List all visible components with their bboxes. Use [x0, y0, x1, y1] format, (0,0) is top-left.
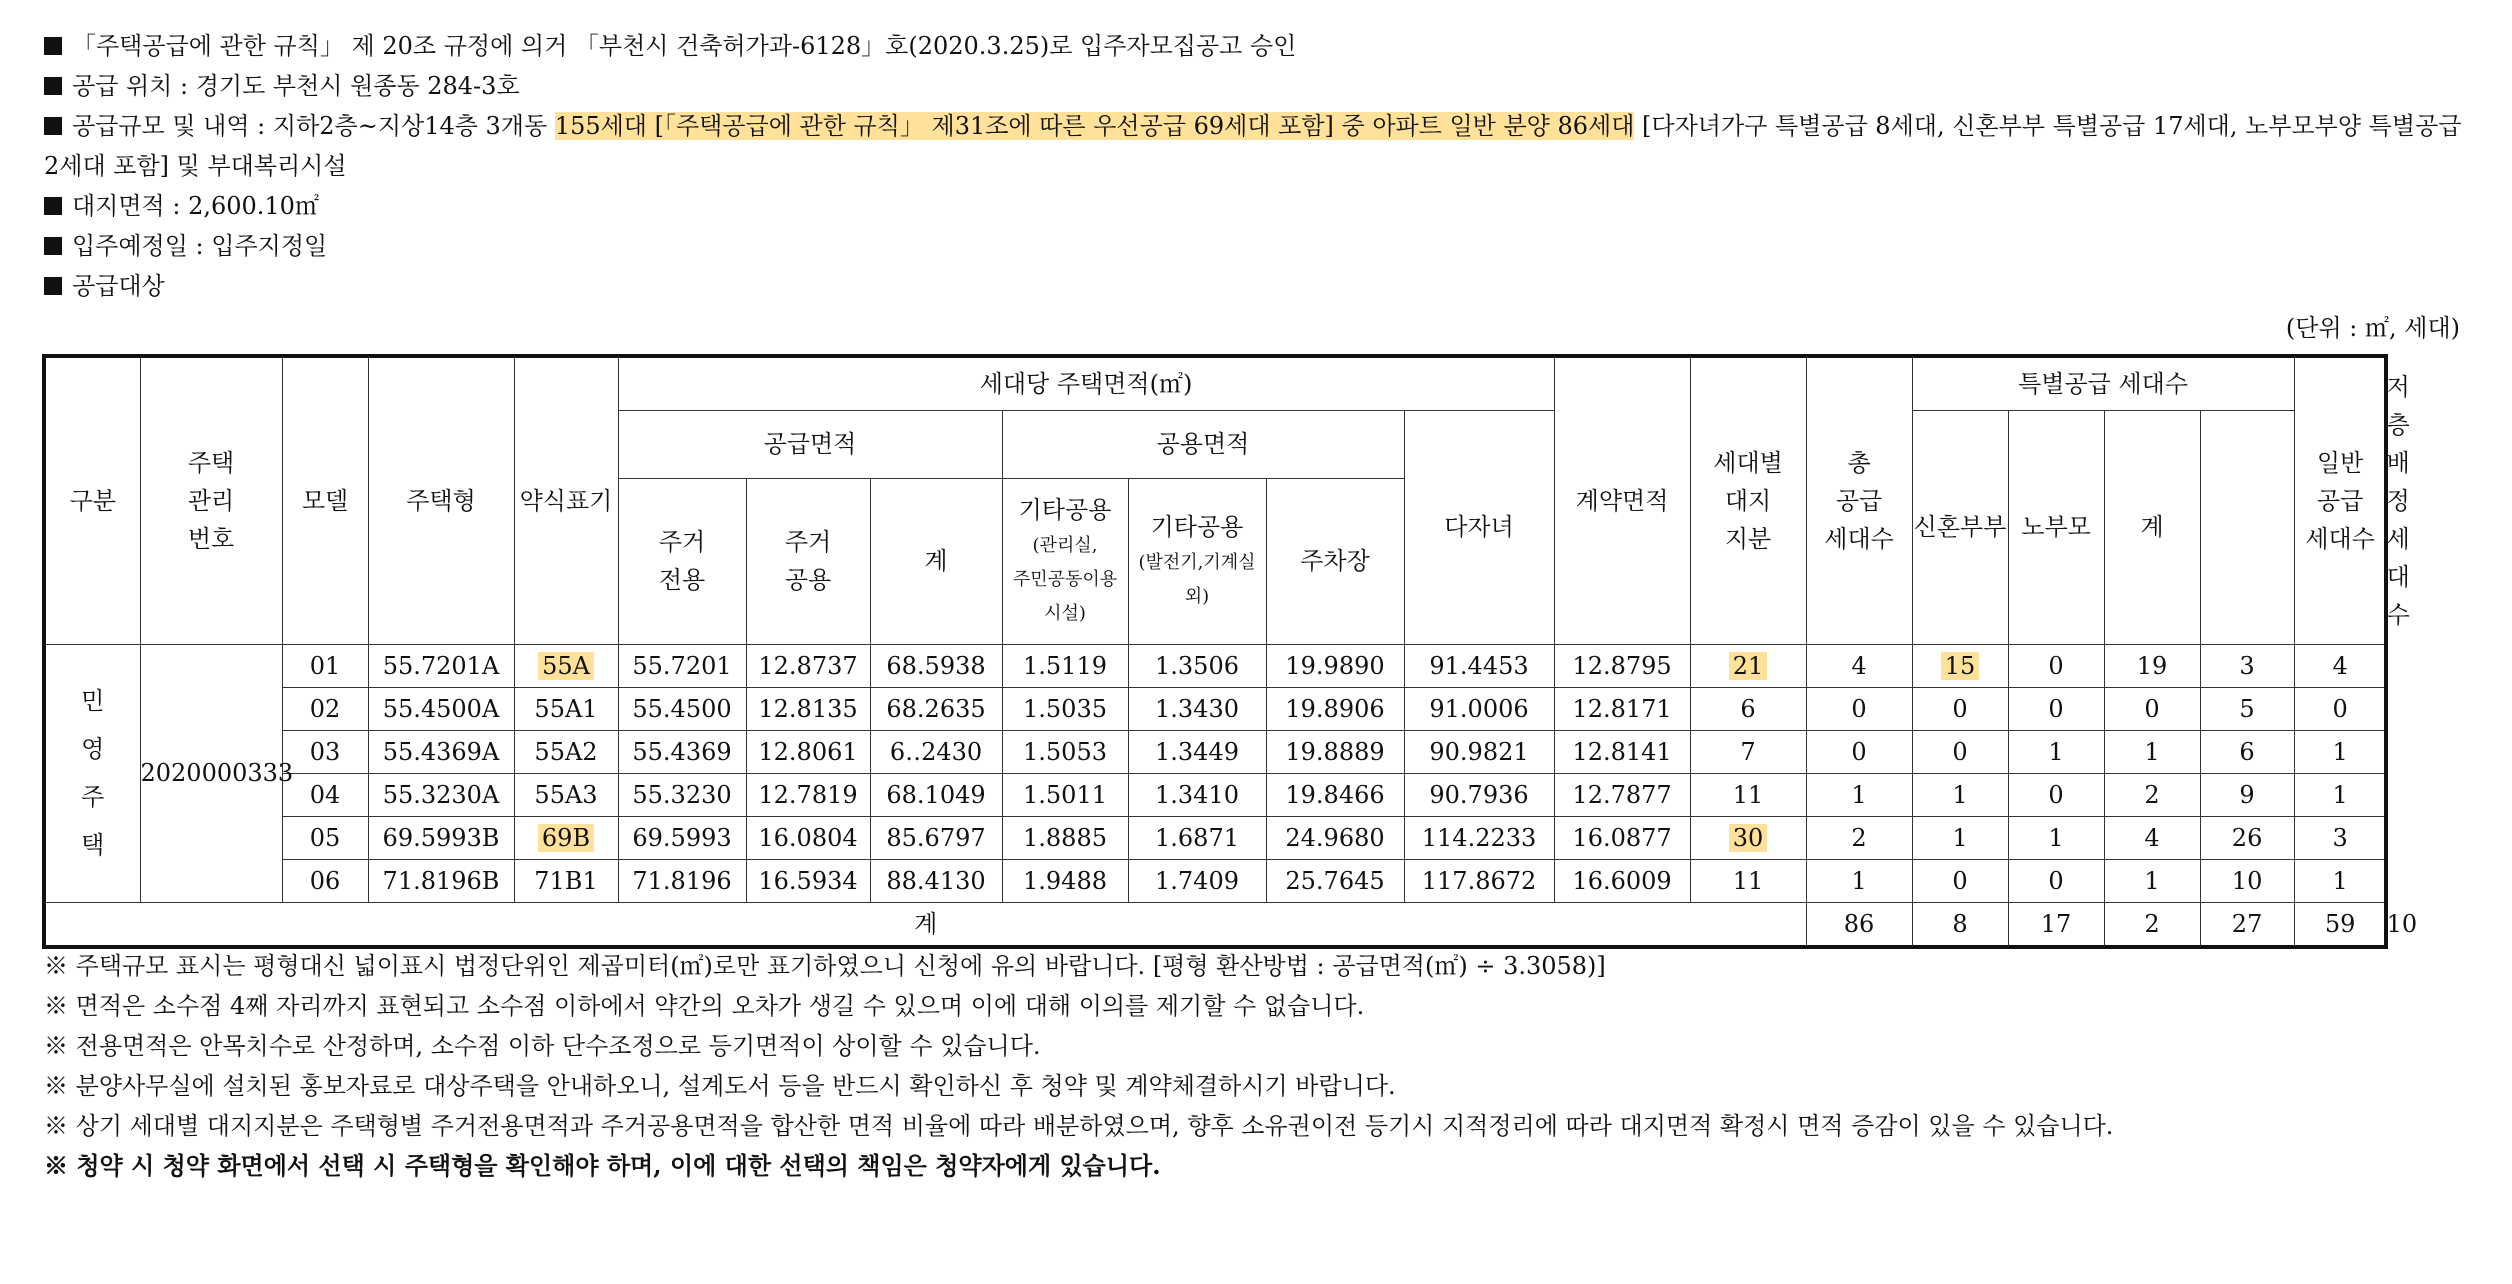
cell-elderly: 0	[2008, 773, 2104, 816]
supply-table-wrap	[42, 354, 2418, 949]
col-header-multi: 다자녀	[1404, 410, 1554, 644]
cell-short: 71B1	[514, 859, 618, 902]
col-header-total-supply: 총 공급 세대수	[1806, 356, 1912, 644]
col-header-etc2	[1128, 478, 1266, 644]
cell-newlywed: 1	[1912, 773, 2008, 816]
square-bullet-icon	[44, 117, 62, 135]
cell-etc1: 1.5011	[1002, 773, 1128, 816]
cell-type: 55.3230A	[368, 773, 514, 816]
highlighted-value: 55A	[538, 652, 594, 680]
col-header-parking: 주차장	[1266, 478, 1404, 644]
cell-newlywed: 1	[1912, 816, 2008, 859]
cell-newlywed: 0	[1912, 687, 2008, 730]
cell-low: 1	[2294, 730, 2386, 773]
cell-park: 24.9680	[1266, 816, 1404, 859]
cell-multi: 4	[1806, 644, 1912, 687]
cell-contract: 91.4453	[1404, 644, 1554, 687]
cell-model: 04	[282, 773, 368, 816]
etc2-label: 기타공용	[1150, 513, 1244, 541]
cell-ssum: 4	[2104, 816, 2200, 859]
cell-short: 55A3	[514, 773, 618, 816]
cell-ssum: 0	[2104, 687, 2200, 730]
cell-general: 26	[2200, 816, 2294, 859]
totals-row: 계 86 8 17 2 27 59 10	[44, 902, 2386, 947]
cell-model: 03	[282, 730, 368, 773]
cell-model: 01	[282, 644, 368, 687]
bullet-text: 대지면적 : 2,600.10㎡	[72, 192, 319, 220]
col-header-area-group: 세대당 주택면적(㎡)	[618, 356, 1554, 410]
group-label: 민 영 주 택	[44, 644, 140, 902]
highlighted-value: 69B	[538, 824, 594, 852]
cell-total: 7	[1690, 730, 1806, 773]
cell-newlywed: 0	[1912, 859, 2008, 902]
cell-contract: 114.2233	[1404, 816, 1554, 859]
cell-ssum: 1	[2104, 730, 2200, 773]
cell-total: 6	[1690, 687, 1806, 730]
cell-general: 3	[2200, 644, 2294, 687]
cell-ssum: 2	[2104, 773, 2200, 816]
cell-park: 19.9890	[1266, 644, 1404, 687]
bullet-scale	[44, 106, 2484, 186]
cell-excl: 69.5993	[618, 816, 746, 859]
cell-sum: 68.1049	[870, 773, 1002, 816]
notice-bullets	[44, 26, 2484, 306]
cell-park: 19.8889	[1266, 730, 1404, 773]
col-header-etc1	[1002, 478, 1128, 644]
cell-ssum: 19	[2104, 644, 2200, 687]
cell-newlywed	[1912, 644, 2008, 687]
total-multi: 8	[1912, 902, 2008, 947]
table-row	[44, 730, 2386, 773]
unit-label: (단위 : ㎡, 세대)	[2285, 314, 2460, 342]
cell-elderly: 0	[2008, 644, 2104, 687]
note-decimal: ※ 면적은 소수점 4째 자리까지 표현되고 소수점 이하에서 약간의 오차가 생길 수 있으며 이에 대해 이의를 제기할 수 없습니다.	[44, 992, 1365, 1020]
note-exclusive-area: ※ 전용면적은 안목치수로 산정하며, 소수점 이하 단수조정으로 등기면적이 상이할 수 있습니다.	[44, 1032, 1041, 1060]
cell-etc1: 1.8885	[1002, 816, 1128, 859]
cell-etc2: 1.3506	[1128, 644, 1266, 687]
cell-elderly: 1	[2008, 816, 2104, 859]
bullet-text: 공급규모 및 내역 : 지하2층~지상14층 3개동	[72, 112, 555, 140]
cell-rcom: 16.5934	[746, 859, 870, 902]
cell-sum: 85.6797	[870, 816, 1002, 859]
cell-type: 55.4500A	[368, 687, 514, 730]
total-newlywed: 17	[2008, 902, 2104, 947]
cell-general: 6	[2200, 730, 2294, 773]
cell-total: 11	[1690, 859, 1806, 902]
col-header-sum: 계	[870, 478, 1002, 644]
table-row	[44, 773, 2386, 816]
table-row	[44, 859, 2386, 902]
cell-low: 0	[2294, 687, 2386, 730]
col-header-short: 약식표기	[514, 356, 618, 644]
highlighted-value: 21	[1729, 652, 1768, 680]
cell-model: 05	[282, 816, 368, 859]
total-supply: 86	[1806, 902, 1912, 947]
note-pyeong: ※ 주택규모 표시는 평형대신 넓이표시 법정단위인 제곱미터(㎡)로만 표기하였으니 신청에 유의 바랍니다. [평형 환산방법 : 공급면적(㎡) ÷ 3.3058)]	[44, 952, 1606, 980]
cell-rcom: 12.8135	[746, 687, 870, 730]
col-header-land-share: 세대별 대지 지분	[1690, 356, 1806, 644]
square-bullet-icon	[44, 237, 62, 255]
col-header-supply-area: 공급면적	[618, 410, 1002, 478]
table-row	[44, 816, 2386, 859]
cell-rcom: 12.8061	[746, 730, 870, 773]
table-row	[44, 687, 2386, 730]
cell-park: 19.8906	[1266, 687, 1404, 730]
cell-elderly: 0	[2008, 687, 2104, 730]
col-header-special-group: 특별공급 세대수	[1912, 356, 2294, 410]
bullet-move-in	[44, 226, 2484, 266]
cell-multi: 2	[1806, 816, 1912, 859]
cell-short	[514, 644, 618, 687]
cell-park: 25.7645	[1266, 859, 1404, 902]
cell-etc1: 1.5053	[1002, 730, 1128, 773]
col-header-type: 주택형	[368, 356, 514, 644]
cell-excl: 55.7201	[618, 644, 746, 687]
cell-land: 12.7877	[1554, 773, 1690, 816]
cell-land: 12.8171	[1554, 687, 1690, 730]
cell-type: 55.7201A	[368, 644, 514, 687]
bullet-approval	[44, 26, 2484, 66]
highlighted-text: 155세대 [「주택공급에 관한 규칙」 제31조에 따른 우선공급 69세대 포함] 중 아파트 일반 분양 86세대	[554, 112, 1635, 140]
cell-etc1: 1.9488	[1002, 859, 1128, 902]
cell-type: 55.4369A	[368, 730, 514, 773]
cell-contract: 90.9821	[1404, 730, 1554, 773]
cell-sum: 6‥2430	[870, 730, 1002, 773]
etc1-label: 기타공용	[1018, 496, 1112, 524]
bullet-land-area	[44, 186, 2484, 226]
cell-land: 16.0877	[1554, 816, 1690, 859]
cell-etc1: 1.5119	[1002, 644, 1128, 687]
cell-low: 1	[2294, 859, 2386, 902]
col-header-mgmt-no: 주택 관리 번호	[140, 356, 282, 644]
cell-total	[1690, 816, 1806, 859]
cell-short	[514, 816, 618, 859]
square-bullet-icon	[44, 197, 62, 215]
cell-contract: 91.0006	[1404, 687, 1554, 730]
cell-low: 4	[2294, 644, 2386, 687]
cell-newlywed: 0	[1912, 730, 2008, 773]
cell-land: 12.8795	[1554, 644, 1690, 687]
cell-elderly: 1	[2008, 730, 2104, 773]
cell-low: 3	[2294, 816, 2386, 859]
cell-excl: 55.4500	[618, 687, 746, 730]
cell-etc2: 1.3449	[1128, 730, 1266, 773]
bullet-target	[44, 266, 2484, 306]
square-bullet-icon	[44, 277, 62, 295]
table-row	[44, 644, 2386, 687]
cell-land: 12.8141	[1554, 730, 1690, 773]
cell-contract: 117.8672	[1404, 859, 1554, 902]
col-header-res-common: 주거 공용	[746, 478, 870, 644]
total-special-sum: 27	[2200, 902, 2294, 947]
cell-contract: 90.7936	[1404, 773, 1554, 816]
cell-short: 55A1	[514, 687, 618, 730]
note-responsibility: ※ 청약 시 청약 화면에서 선택 시 주택형을 확인해야 하며, 이에 대한 선택의 책임은 청약자에게 있습니다.	[44, 1151, 1161, 1180]
cell-sum: 68.2635	[870, 687, 1002, 730]
bullet-text: 「주택공급에 관한 규칙」 제 20조 규정에 의거 「부천시 건축허가과-6128」호(2020.3.25)로 입주자모집공고 승인	[72, 32, 1297, 60]
col-header-general: 일반 공급 세대수	[2294, 356, 2386, 644]
highlighted-value: 30	[1729, 824, 1768, 852]
cell-rcom: 12.7819	[746, 773, 870, 816]
cell-sum: 68.5938	[870, 644, 1002, 687]
col-header-elderly: 노부모	[2008, 410, 2104, 644]
cell-etc2: 1.6871	[1128, 816, 1266, 859]
col-header-contract: 계약면적	[1554, 356, 1690, 644]
cell-elderly: 0	[2008, 859, 2104, 902]
footnotes	[44, 946, 2484, 1186]
mgmt-no-cell: 2020000333	[140, 644, 282, 902]
bullet-text: 입주예정일 : 입주지정일	[72, 232, 328, 260]
totals-label: 계	[44, 902, 1806, 947]
cell-type: 71.8196B	[368, 859, 514, 902]
note-land-share: ※ 상기 세대별 대지지분은 주택형별 주거전용면적과 주거공용면적을 합산한 면적 비율에 따라 배분하였으며, 향후 소유권이전 등기시 지적정리에 따라 대지면적 확정시 면적 증감이 있을 수 있습니다.	[44, 1112, 2114, 1140]
cell-rcom: 16.0804	[746, 816, 870, 859]
col-header-res-excl: 주거 전용	[618, 478, 746, 644]
cell-general: 10	[2200, 859, 2294, 902]
bullet-text: 공급대상	[72, 272, 165, 300]
cell-multi: 0	[1806, 687, 1912, 730]
cell-multi: 0	[1806, 730, 1912, 773]
cell-ssum: 1	[2104, 859, 2200, 902]
bullet-location	[44, 66, 2484, 106]
cell-general: 5	[2200, 687, 2294, 730]
cell-excl: 55.3230	[618, 773, 746, 816]
note-brochure: ※ 분양사무실에 설치된 홍보자료로 대상주택을 안내하오니, 설계도서 등을 반드시 확인하신 후 청약 및 계약체결하시기 바랍니다.	[44, 1072, 1396, 1100]
cell-etc1: 1.5035	[1002, 687, 1128, 730]
square-bullet-icon	[44, 37, 62, 55]
cell-total: 11	[1690, 773, 1806, 816]
cell-etc2: 1.3410	[1128, 773, 1266, 816]
cell-multi: 1	[1806, 773, 1912, 816]
cell-sum: 88.4130	[870, 859, 1002, 902]
cell-type: 69.5993B	[368, 816, 514, 859]
col-header-common-area: 공용면적	[1002, 410, 1404, 478]
bullet-text: [다자녀가구 특별공급 8세대, 신혼부부 특별공급 17세대, 노부모부양 특별공급 2세대 포함] 및 부대복리시설	[44, 112, 2462, 180]
square-bullet-icon	[44, 77, 62, 95]
total-general: 59	[2294, 902, 2386, 947]
cell-total	[1690, 644, 1806, 687]
cell-excl: 71.8196	[618, 859, 746, 902]
cell-park: 19.8466	[1266, 773, 1404, 816]
cell-model: 02	[282, 687, 368, 730]
highlighted-value: 15	[1941, 652, 1980, 680]
cell-short: 55A2	[514, 730, 618, 773]
cell-rcom: 12.8737	[746, 644, 870, 687]
cell-model: 06	[282, 859, 368, 902]
supply-table: 구분 주택 관리 번호 모델 주택형 약식표기 세대당 주택면적(㎡) 계약면적 세대별 대지 지분 총 공급 세대수 특별공급 세대수 일반 공급 세대수 저층 배정 세대수 공급면적 공용면적 다자녀 신혼부부 노부모 계 주거 전용 주거 공용 계 기타공용 (관리실, 주민공동이용 시설) 기타공용 (발전기,기계실 외) 주차장 민 영 주 택 2020000333 01 55.7201A 55A 55.7201 12.8737 68.5938 1.5119 1.3506 19.9890 91.4453 12.8795 21 4 15 0 19 3 4 02 55.4500A 55A1 55.4500 12.8135 68.2635 1.5035 1.3430 19.8906 91.0006 12.8171 6 0 0 0 0 5 0 03 55.4369A 55A2 55.4369 12.8061 6‥2430 1.5053 1.3449 19.8889 90.9821 12.8141 7 0 0 1 1 6 1 04 55.3230A 55A3 55.3230 12.7819 68.1049 1.5011 1.3410 19.8466 90.7936 12.7877 11 1 1 0 2 9 1 05 69.5993B 69B 69.5993 16.0804 85.6797 1.8885 1.6871 24.9680 114.2233 16.0877 30 2 1 1 4 26 3 06 71.8196B 71B1 71.8196 16.5934 88.4130 1.9488 1.7409 25.7645 117.8672 16.6009 11 1 0 0 1 10 1 계 86 8 17 2 27 59 10	[42, 354, 2388, 949]
etc2-sublabel: (발전기,기계실 외)	[1138, 552, 1256, 607]
etc1-sublabel: (관리실, 주민공동이용 시설)	[1012, 535, 1118, 624]
col-header-special-sum: 계	[2104, 410, 2200, 644]
col-header-gubun: 구분	[44, 356, 140, 644]
cell-general: 9	[2200, 773, 2294, 816]
cell-etc2: 1.3430	[1128, 687, 1266, 730]
col-header-model: 모델	[282, 356, 368, 644]
cell-low: 1	[2294, 773, 2386, 816]
bullet-text: 공급 위치 : 경기도 부천시 원종동 284-3호	[72, 72, 520, 100]
cell-multi: 1	[1806, 859, 1912, 902]
col-header-newlywed: 신혼부부	[1912, 410, 2008, 644]
total-elderly: 2	[2104, 902, 2200, 947]
cell-etc2: 1.7409	[1128, 859, 1266, 902]
cell-land: 16.6009	[1554, 859, 1690, 902]
cell-excl: 55.4369	[618, 730, 746, 773]
